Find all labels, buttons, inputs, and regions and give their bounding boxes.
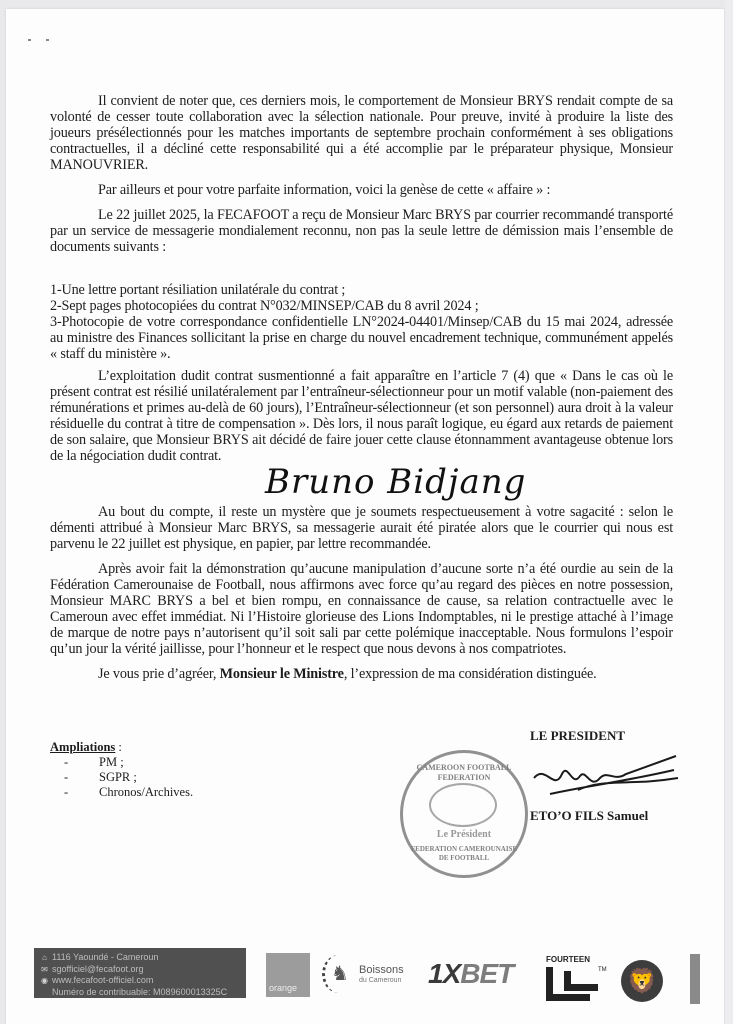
federation-stamp: [400, 750, 528, 878]
website-link[interactable]: www.fecafoot-officiel.com: [52, 975, 154, 985]
fourteen-logo: [546, 955, 606, 1001]
orange-logo: [266, 953, 310, 997]
footer-taxpayer: [40, 987, 246, 999]
letter-body-bottom: [50, 368, 673, 682]
letter-body-top: [50, 93, 673, 255]
taxpayer-number: Numéro de contribuable: M089600013325C: [52, 986, 228, 997]
closing-before: Je vous prie d’agréer,: [98, 666, 220, 682]
ampliation-item: - Chronos/Archives.: [64, 785, 193, 800]
scan-speck: [28, 39, 31, 41]
footer-address: [40, 952, 246, 964]
paragraph-mystery: Au bout du compte, il reste un mystère que je soumets respectueusement à votre sagacité : selon le démenti attribué à Monsieur Marc BRYS, sa messagerie aurait été piratée alors que le courrier qui nous est parvenu le 22 juillet est physique, en papier, par lettre recommandée.: [50, 504, 673, 552]
xbet-part-a: 1X: [428, 958, 461, 989]
fourteen-mark-icon: [564, 971, 598, 991]
boissons-logo: [322, 955, 404, 993]
closing-formula: [50, 666, 673, 682]
signatory-title: LE PRESIDENT: [530, 728, 625, 743]
paragraph-behavior: Il convient de noter que, ces derniers mois, le comportement de Monsieur BRYS rendait compte de sa volonté de cesser toute collaboration avec la sélection nationale. Pour preuve, invité à produire la liste des joueurs présélectionnés pour les matches importants de septembre prochain conformément à ses obligations contractuelles, il a décliné cette responsabilité qui a été accomplie par le préparateur physique, Monsieur MANOUVRIER.: [50, 93, 673, 173]
ampliation-item: - SGPR ;: [64, 770, 193, 785]
stamp-middle-text: Le Président: [436, 829, 492, 840]
address-text: 1116 Yaoundé - Cameroun: [52, 952, 159, 962]
email-text[interactable]: sgofficiel@fecafoot.org: [52, 963, 144, 974]
list-item: 3-Photocopie de votre correspondance confidentielle LN°2024-04401/Minsep/CAB du 15 mai 2024, adressée au ministre des Finances sollicitant la prise en charge du nouvel encadrement technique, communément appelés « staff du ministère ».: [50, 314, 673, 362]
paragraph-conclusion: Après avoir fait la démonstration qu’aucune manipulation d’aucune sorte n’a été ourdie au sein de la Fédération Camerounaise de Football, nous affirmons avec force qu’au regard des pièces en notre possession, Monsieur MARC BRYS a bel et bien rompu, en connaissance de cause, sa relation contractuelle avec le Cameroun avec effet immédiat. Ni l’Histoire glorieuse des Lions Indomptables, ni le prestige attaché à l’image de marque de notre pays n’autorisent qu’il soit sali par cette polémique inacceptable. Nous formulons l’espoir qu’un jour la vérité jaillisse, pour l’honneur et le respect que nous devons à nos compatriotes.: [50, 561, 673, 657]
list-item: 1-Une lettre portant résiliation unilatérale du contrat ;: [50, 282, 346, 298]
page-edge-shadow: [725, 0, 733, 1024]
ampliations-heading: Ampliations: [50, 740, 116, 754]
ampliations-list: [50, 755, 193, 800]
ampliation-item: - PM ;: [64, 755, 193, 770]
footer-contact-box: [34, 948, 246, 998]
handwritten-signature: [530, 752, 680, 800]
home-icon: ⌂: [42, 953, 47, 962]
lion-crest-icon: 🦁: [621, 960, 663, 1002]
stamp-top-text: CAMEROON FOOTBALL FEDERATION: [416, 763, 512, 782]
paragraph-july-22: Le 22 juillet 2025, la FECAFOOT a reçu de Monsieur Marc BRYS par courrier recommandé transporté par un service de messagerie mondialement reconnu, non pas la seule lettre de démission mais l’ensemble de documents suivants :: [50, 207, 673, 255]
closing-after: , l’expression de ma considération distinguée.: [343, 666, 597, 682]
signatory-name: ETO’O FILS Samuel: [530, 808, 649, 823]
stamp-emblem: [429, 783, 497, 827]
fourteen-tm: TM: [598, 967, 607, 973]
footer-website[interactable]: [40, 975, 246, 987]
scan-speck: [46, 39, 49, 41]
ampliations-colon: :: [115, 740, 122, 754]
footer-gray-bar: [690, 954, 700, 1004]
closing-addressee: Monsieur le Ministre: [219, 666, 344, 682]
xbet-part-b: BET: [460, 958, 514, 989]
stamp-bottom-text: FEDERATION CAMEROUNAISE DE FOOTBALL: [410, 845, 518, 862]
globe-icon: ◉: [41, 976, 48, 985]
watermark-text: Bruno Bidjang: [265, 462, 527, 502]
ampliations-block: [50, 740, 193, 800]
boissons-sub: du Cameroun: [359, 976, 402, 984]
paragraph-genesis-intro: Par ailleurs et pour votre parfaite information, voici la genèse de cette « affaire » :: [98, 182, 551, 198]
1xbet-logo: [428, 958, 513, 990]
orange-logo-text: orange: [269, 983, 298, 993]
boissons-crest-icon: [322, 955, 355, 993]
footer-email[interactable]: [40, 964, 246, 976]
paragraph-contract-clause: L’exploitation dudit contrat susmentionné a fait apparaître en l’article 7 (4) que « Dans le cas où le présent contrat est résilié unilatéralement par l’entraîneur-sélectionneur pour un motif valable (non-paiement des rémunérations et primes au-delà de 60 jours), l’Entraîneur-sélectionneur (et son personnel) aura droit à la valeur résiduelle du contrat à titre de compensation ». Dès lors, il nous paraît logique, eu égard aux retards de paiement de son salaire, que Monsieur BRYS ait décidé de faire jouer cette clause étonnamment avantageuse obtenue lors de la négociation dudit contrat.: [50, 368, 673, 464]
mail-icon: ✉: [41, 964, 48, 974]
signature-block: [380, 728, 680, 918]
boissons-name: Boissons: [359, 963, 404, 976]
documents-list: [50, 282, 673, 362]
list-item: 2-Sept pages photocopiées du contrat N°032/MINSEP/CAB du 8 avril 2024 ;: [50, 298, 479, 314]
watermark-gap: [50, 464, 673, 504]
fourteen-text: FOURTEEN: [546, 955, 590, 964]
